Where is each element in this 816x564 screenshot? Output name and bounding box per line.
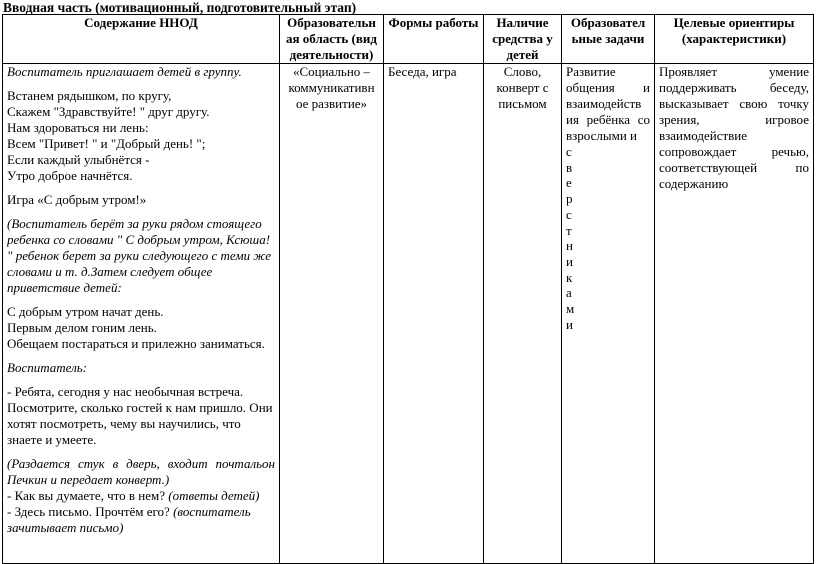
header-targets: Целевые ориентиры (характеристики) [655, 15, 814, 64]
tasks-text: Развитие общения и взаимодейств ия ребёнка со взрослыми и [566, 64, 650, 143]
forms-cell: Беседа, игра [384, 64, 484, 564]
letter-note: (воспитатель зачитывает письмо) [7, 504, 251, 535]
area-cell: «Социально – коммуникативн ое развитие» [280, 64, 384, 564]
content-stage-direction: (Раздается стук в дверь, входит почтальон Печкин и передает конверт.) [7, 456, 275, 487]
content-question-line [7, 488, 275, 504]
letter-text: - Здесь письмо. Прочтём его? [7, 504, 174, 519]
header-tasks: Образовател ьные задачи [562, 15, 655, 64]
content-intro: Воспитатель приглашает детей в группу. [7, 64, 242, 79]
means-cell: Слово, конверт с письмом [484, 64, 562, 564]
question-text: - Как вы думаете, что в нем? [7, 488, 169, 503]
header-row [3, 15, 814, 64]
header-forms: Формы работы [384, 15, 484, 64]
header-content: Содержание ННОД [3, 15, 280, 64]
targets-cell: Проявляет умение поддерживать беседу, высказывает свою точку зрения, игровое взаимодействие сопровождает речью, соответствующей по содержанию [655, 64, 814, 564]
content-poem-morning: С добрым утром начат день. Первым делом гоним лень. Обещаем постараться и прилежно заниматься. [7, 304, 265, 351]
content-speaker-label: Воспитатель: [7, 360, 88, 375]
tasks-cell [562, 64, 655, 564]
lesson-table [2, 14, 814, 564]
content-cell [3, 64, 280, 564]
header-means: Наличие средства у детей [484, 15, 562, 64]
table-row [3, 64, 814, 564]
content-teacher-speech: - Ребята, сегодня у нас необычная встреча. Посмотрите, сколько гостей к нам пришло. Они хотят посмотреть, чему вы научились, что знаете и умеете. [7, 384, 273, 447]
content-poem-greeting: Встанем рядышком, по кругу, Скажем "Здравствуйте! " друг другу. Нам здороваться ни лень: Всем "Привет! " и "Добрый день! "; Если каждый улыбнётся - Утро доброе начнётся. [7, 88, 210, 183]
content-letter-line [7, 504, 275, 536]
section-title: Вводная часть (мотивационный, подготовительный этап) [3, 0, 357, 15]
content-game-instructions: (Воспитатель берёт за руки рядом стоящего ребенка со словами " С добрым утром, Ксюша! " ребенок берет за руки следующего с теми же словами и т. д.Затем следует общее приветствие детей: [7, 216, 272, 295]
header-area: Образовательн ая область (вид деятельности) [280, 15, 384, 64]
question-note: (ответы детей) [168, 488, 260, 503]
tasks-vertical-text: с в е р с т н и к а м и [566, 144, 575, 332]
content-game-title: Игра «С добрым утром!» [7, 192, 147, 207]
